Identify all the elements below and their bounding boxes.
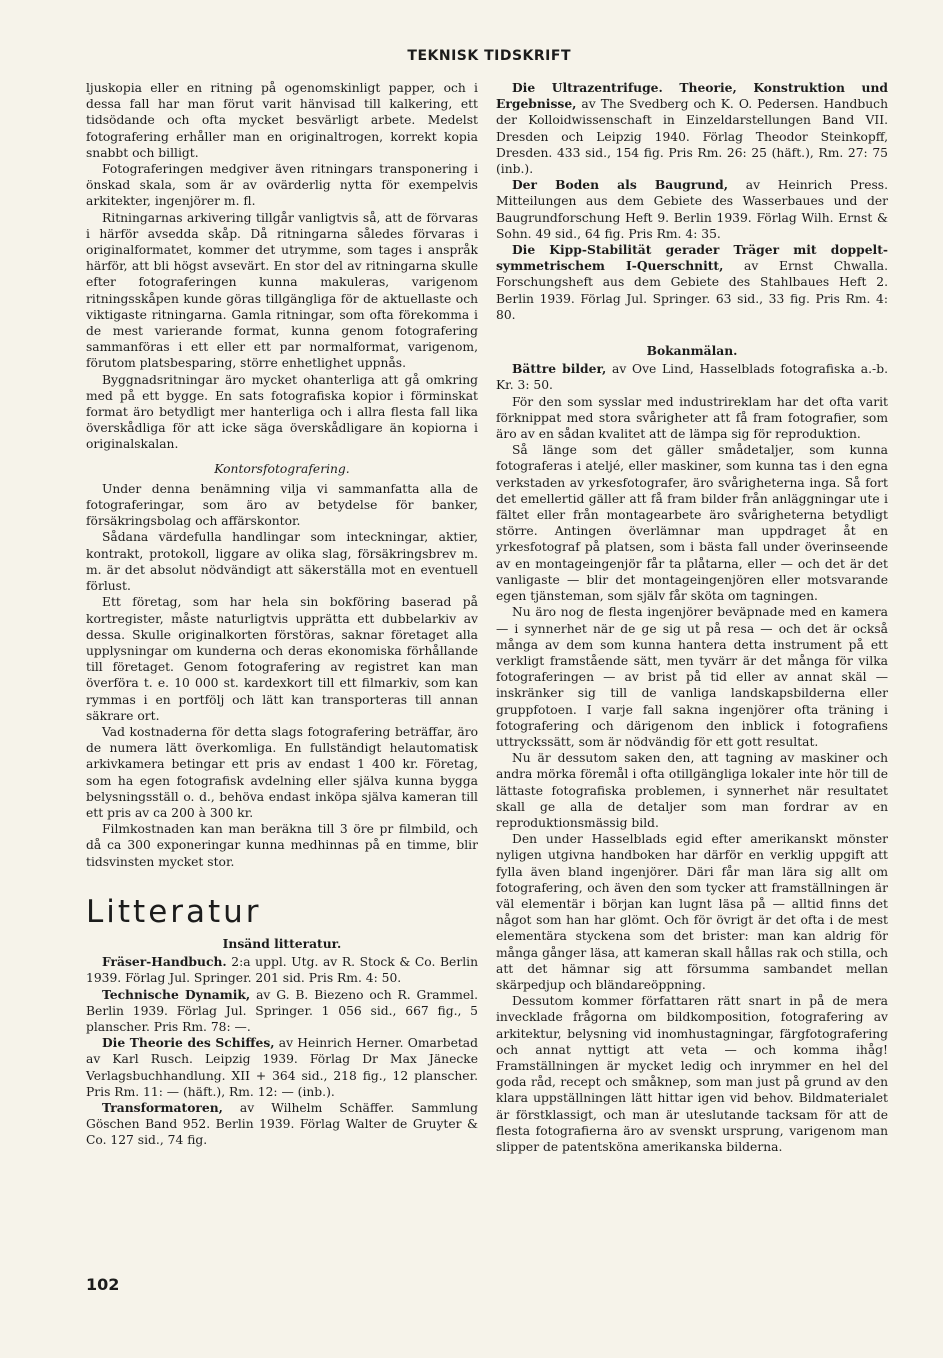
entry-text: av The Svedberg och K. O. Pedersen. Handbuch der Kolloidwissenschaft in Einzeldarstellungen Band VII. Dresden och Leipzig 1940. Förlag Theodor Steinkopff, Dresden. 433 sid., 154 fig. Pris Rm. 26: 25 (häft.), Rm. 27: 75 (inb.). [496,97,888,177]
paragraph: ljuskopia eller en ritning på ogenomskinligt papper, och i dessa fall har man förut varit hänvisad till kalkering, ett tidsödande och ofta mycket besvärligt arbete. Medelst fotografering erhåller man en originaltrogen, korrekt kopia snabbt och billigt. [86,81,478,160]
paragraph: För den som sysslar med industrireklam har det ofta varit förknippat med stora svårigheter att få fram fotografier, som äro av en sådan kvalitet att de lämpa sig för reproduktion. [496,394,888,442]
paragraph: Ritningarnas arkivering tillgår vanligtvis så, att de förvaras i härför avsedda skåp. Då ritningarna således förvaras i originalformatet, kommer det utrymme, som tages i anspråk härför, att bli högst avsevärt. En stor del av ritningarna skulle efter fotograferingen kunna makuleras, varigenom ritningsskåpen kunde göras tillgängliga för de aktuellaste och viktigaste ritningarna. Gamla ritningar, som ofta förekomma i de mest varierande format, kunna genom fotografering sammanföras i ett eller ett par normalformat, varigenom, förutom platsbesparing, större enhetlighet uppnås. [86,210,478,371]
left-column [86,80,478,1149]
entry-text: av G. B. Biezeno och R. Grammel. Berlin 1939. Förlag Jul. Springer. 1 056 sid., 667 fig., 5 planscher. Pris Rm. 78: —. [86,987,478,1034]
entry-title: Die Theorie des Schiffes, [102,1035,275,1051]
paragraph: Nu är dessutom saken den, att tagning av maskiner och andra mörka föremål i ofta otillgängliga lokaler inte hör till de lättaste fotografiska problemen, i synnerhet när resultatet skall ge alla de detaljer som man fordrar av en reproduktionsmässig bild. [496,751,888,830]
paragraph: Dessutom kommer författaren rätt snart in på de mera invecklade frågorna om bildkomposition, fotografering av arkitektur, belysning vid inomhustagningar, färgfotografering och annat nyttigt att veta — och komma ihåg! Framställningen är mycket ledig och inrymmer en hel del goda råd, recept och småknep, som man just på grund av den klara uppställningen lätt hittar igen vid behov. Bildmaterialet är förstklassigt, och man är uteslutande tacksam för att de flesta fotografierna äro av svenskt ursprung, varigenom man slipper de patentsköna amerikanska bilderna. [496,994,888,1154]
literature-entry [496,177,888,242]
entry-title: Die Kipp-Stabilität gerader Träger mit doppelt-symmetrischem I-Querschnitt, [496,242,888,274]
literature-entry [86,987,478,1036]
paragraph: Byggnadsritningar äro mycket ohanterliga att gå omkring med på ett bygge. En sats fotografiska kopior i förminskat format äro betydligt mer hanterliga och i allra flesta fall lika överskådliga för att icke säga överskådligare än kopiorna i originalskalan. [86,372,478,452]
entry-text: av Heinrich Herner. Omarbetad av Karl Rusch. Leipzig 1939. Förlag Dr Max Jänecke Verlagsbuchhandlung. XII + 364 sid., 218 fig., 12 planscher. Pris Rm. 11: — (häft.), Rm. 12: — (inb.). [86,1036,478,1099]
section-title: Litteratur [86,893,262,930]
entry-text: av Ove Lind, Hasselblads fotografiska a.-b. Kr. 3: 50. [496,362,888,393]
paragraph: Sådana värdefulla handlingar som inteckningar, aktier, kontrakt, protokoll, liggare av olika slag, försäkringsbrev m. m. är det absolut nödvändigt att säkerställa mot en eventuell förlust. [86,530,478,594]
paragraph: Filmkostnaden kan man beräkna till 3 öre pr filmbild, och då ca 300 exponeringar kunna medhinnas på en timme, blir tidsvinsten mycket stor. [86,822,478,869]
page-number: 102 [86,1275,120,1294]
paragraph: Vad kostnaderna för detta slags fotografering beträffar, äro de numera lätt överkomliga. En fullständigt helautomatisk arkivkamera betingar ett pris av endast 1 400 kr. Företag, som ha egen fotografisk avdelning eller själva kunna bygga belysningsställ o. d., behöva endast inköpa själva kameran till ett pris av ca 200 à 300 kr. [86,724,478,820]
entry-text: av Wilhelm Schäffer. Sammlung Göschen Band 952. Berlin 1939. Förlag Walter de Gruyter & Co. 127 sid., 74 fig. [86,1100,478,1148]
subheading: Kontorsfotografering. [214,461,350,476]
literature-entry [86,1035,478,1100]
subheading: Bokanmälan. [646,343,738,359]
paragraph: Ett företag, som har hela sin bokföring baserad på kortregister, måste naturligtvis upprätta ett dubbelarkiv av dessa. Skulle originalkorten förstöras, saknar företaget alla upplysningar om kunderna och deras ekonomiska förhållande till företaget. Genom fotografering av registret kan man överföra t. e. 10 000 st. kardexkort till ett filmarkiv, som kan rymmas i en portfölj och lätt kan transporteras till annan säkrare ort. [86,595,478,723]
paragraph: Fotograferingen medgiver även ritningars transponering i önskad skala, som är av ovärderlig nytta för exempelvis arkitekter, ingenjörer m. fl. [86,162,478,209]
paragraph: Den under Hasselblads egid efter amerikanskt mönster nyligen utgivna handboken har därför en verklig uppgift att fylla även bland ingenjörer. Däri får man lära sig allt om fotografering, och även den som tycker att framställningen är väl elementär i början kan lugnt läsa på — alltid finns det något som han har glömt. Och för övrigt är det ofta i de mest elementära styckena som det brister: man kan aldrig för många gånger läsa, att kameran skall hållas rak och stilla, och att det hämnar sig att försumma sambandet mellan skärpedjup och bländareöppning. [496,832,888,992]
right-column [496,80,888,1155]
entry-text: 2:a uppl. Utg. av R. Stock & Co. Berlin 1939. Förlag Jul. Springer. 201 sid. Pris Rm. 4: 50. [86,955,478,986]
entry-title: Fräser-Handbuch. [102,954,227,970]
literature-entry [86,954,478,986]
literature-entry [496,80,888,177]
entry-text: av Ernst Chwalla. Forschungsheft aus dem Gebiete des Stahlbaues Heft 2. Berlin 1939. Förlag Jul. Springer. 63 sid., 33 fig. Pris Rm. 4: 80. [496,259,888,322]
paragraph: Under denna benämning vilja vi sammanfatta alla de fotograferingar, som äro av betydelse för banker, försäkringsbolag och affärskontor. [86,481,478,529]
paragraph: Nu äro nog de flesta ingenjörer beväpnade med en kamera — i synnerhet när de ge sig ut på resa — och det är också många av dem som kunna hantera detta instrument på ett verkligt framstående sätt, men tyvärr är det många för vilka fotograferingen — av brist på tid eller av annat skäl — inskränker sig till de vanliga landskapsbilderna eller gruppfotoen. I varje fall sakna ingenjörer ofta träning i fotografering och därigenom den inblick i fotografiens uttryckssätt, som är nödvändig för ett gott resultat. [496,605,888,749]
subheading: Insänd litteratur. [222,935,342,951]
spacer [496,323,888,337]
masthead: TEKNISK TIDSKRIFT [407,48,571,64]
literature-entry [86,1100,478,1149]
entry-title: Die Ultrazentrifuge. Theorie, Konstruktion und Ergebnisse, [496,80,888,112]
entry-title: Der Boden als Baugrund, [512,177,729,193]
entry-title: Transformatoren, [102,1099,223,1115]
entry-text: av Heinrich Press. Mitteilungen aus dem Gebiete des Wasserbaues und der Baugrundforschung Heft 9. Berlin 1939. Förlag Wilh. Ernst & Sohn. 49 sid., 64 fig. Pris Rm. 4: 35. [496,178,888,241]
literature-entry [496,242,888,323]
paragraph: Så länge som det gäller smådetaljer, som kunna fotograferas i ateljé, eller maskiner, som kunna tas i den egna verkstaden av yrkesfotografer, äro svårigheterna inga. Så fort det emellertid gäller att få fram bilder från anläggningar ute i fältet eller från montagearbete äro svårigheterna betydligt större. Antingen överlämnar man uppdraget åt en yrkesfotograf på platsen, som i bästa fall under överinseende av en montageingenjör får ta plåtarna, eller — och det är det vanligaste — blir det montageingenjören eller motsvarande egen tjänsteman, som själv får sköta om tagningen. [496,443,888,604]
review-entry [496,361,888,393]
entry-title: Bättre bilder, [512,361,607,377]
entry-title: Technische Dynamik, [102,986,251,1002]
